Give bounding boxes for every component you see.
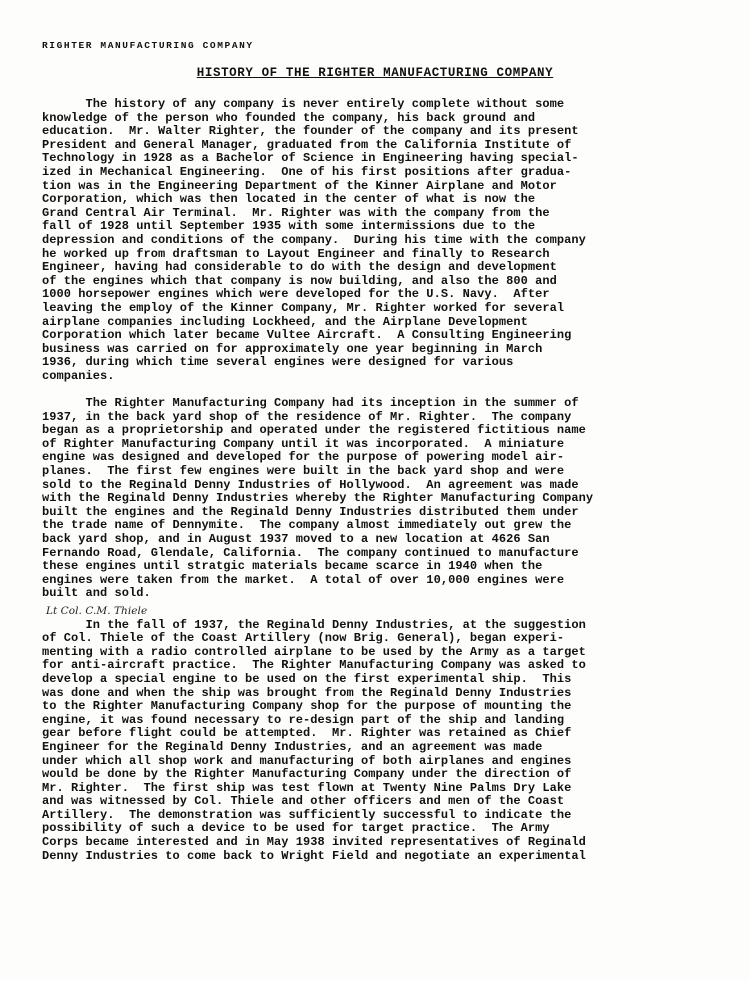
text-line: would be done by the Righter Manufacturing Company under the direction of <box>42 767 572 782</box>
text-line: leaving the employ of the Kinner Company, Mr. Righter worked for several <box>42 300 565 315</box>
text-line: he worked up from draftsman to Layout Engineer and finally to Research <box>42 246 550 261</box>
text-line: Grand Central Air Terminal. Mr. Righter was with the company from the <box>42 205 550 220</box>
text-line: menting with a radio controlled airplane to be used by the Army as a target <box>42 644 586 659</box>
text-line: built and sold. <box>42 586 151 601</box>
paragraph-2 <box>42 397 732 601</box>
paragraph-3 <box>42 619 732 864</box>
text-line: develop a special engine to be used on the first experimental ship. This <box>42 671 572 686</box>
text-line: of Col. Thiele of the Coast Artillery (now Brig. General), began experi- <box>42 631 565 646</box>
text-line: companies. <box>42 368 115 383</box>
text-line: The history of any company is never entirely complete without some <box>42 97 565 111</box>
text-line: back yard shop, and in August 1937 moved to a new location at 4626 San <box>42 532 550 546</box>
handwritten-annotation: Lt Col. C.M. Thiele <box>46 604 148 617</box>
text-line: Denny Industries to come back to Wright Field and negotiate an experimental <box>42 848 586 863</box>
text-line: airplane companies including Lockheed, and the Airplane Development <box>42 314 528 329</box>
text-line: of Righter Manufacturing Company until it was incorporated. A miniature <box>42 436 565 451</box>
text-line: for anti-aircraft practice. The Righter Manufacturing Company was asked to <box>42 658 586 673</box>
text-line: engines were taken from the market. A total of over 10,000 engines were <box>42 572 565 587</box>
paragraph-1 <box>42 98 732 383</box>
document-body <box>42 98 732 863</box>
text-line: built the engines and the Reginald Denny Industries distributed them under <box>42 504 579 519</box>
text-line: began as a proprietorship and operated under the registered fictitious name <box>42 423 586 438</box>
paragraph-gap <box>42 383 732 397</box>
text-line: gear before flight could be attempted. Mr. Righter was retained as Chief <box>42 726 572 741</box>
text-line: Technology in 1928 as a Bachelor of Science in Engineering having special- <box>42 151 579 166</box>
text-line: depression and conditions of the company. During his time with the company <box>42 232 586 247</box>
text-line: knowledge of the person who founded the company, his back ground and <box>42 110 536 125</box>
text-line: 1936, during which time several engines were designed for various <box>42 355 514 370</box>
text-line: Fernando Road, Glendale, California. The company continued to manufacture <box>42 545 579 560</box>
text-line: the trade name of Dennymite. The company almost immediately out grew the <box>42 518 572 533</box>
text-line: fall of 1928 until September 1935 with some intermissions due to the <box>42 219 536 234</box>
text-line: Engineer for the Reginald Denny Industries, and an agreement was made <box>42 739 543 754</box>
text-line: Corporation which later became Vultee Aircraft. A Consulting Engineering <box>42 328 572 343</box>
text-line: engine, it was found necessary to re-design part of the ship and landing <box>42 712 565 727</box>
text-line: Corps became interested and in May 1938 invited representatives of Reginald <box>42 835 586 850</box>
text-line: President and General Manager, graduated from the California Institute of <box>42 137 572 152</box>
text-line: to the Righter Manufacturing Company shop for the purpose of mounting the <box>42 699 572 714</box>
text-line: tion was in the Engineering Department of the Kinner Airplane and Motor <box>42 178 557 193</box>
document-title: HISTORY OF THE RIGHTER MANUFACTURING COMPANY <box>196 66 554 80</box>
text-line: possibility of such a device to be used for target practice. The Army <box>42 821 550 836</box>
text-line: engine was designed and developed for the purpose of powering model air- <box>42 450 565 465</box>
text-line: 1937, in the back yard shop of the residence of Mr. Righter. The company <box>42 409 572 424</box>
letterhead: RIGHTER MANUFACTURING COMPANY <box>42 40 254 51</box>
text-line: The Righter Manufacturing Company had its inception in the summer of <box>42 396 579 411</box>
text-line: of the engines which that company is now building, and also the 800 and <box>42 273 557 288</box>
text-line: with the Reginald Denny Industries whereby the Righter Manufacturing Company <box>42 491 594 506</box>
text-line: and was witnessed by Col. Thiele and other officers and men of the Coast <box>42 794 565 809</box>
text-line: ized in Mechanical Engineering. One of his first positions after gradua- <box>42 164 572 179</box>
text-line: 1000 horsepower engines which were developed for the U.S. Navy. After <box>42 287 550 302</box>
text-line: Corporation, which was then located in the center of what is now the <box>42 192 536 207</box>
text-line: Mr. Righter. The first ship was test flown at Twenty Nine Palms Dry Lake <box>42 780 572 795</box>
text-line: under which all shop work and manufacturing of both airplanes and engines <box>42 753 572 768</box>
text-line: planes. The first few engines were built in the back yard shop and were <box>42 464 565 479</box>
text-line: In the fall of 1937, the Reginald Denny Industries, at the suggestion <box>42 617 586 632</box>
text-line: business was carried on for approximately one year beginning in March <box>42 341 543 356</box>
text-line: Artillery. The demonstration was sufficiently successful to indicate the <box>42 807 572 822</box>
text-line: these engines until stratgic materials became scarce in 1940 when the <box>42 559 543 574</box>
text-line: sold to the Reginald Denny Industries of Hollywood. An agreement was made <box>42 477 579 492</box>
text-line: Engineer, having had considerable to do with the design and development <box>42 260 557 275</box>
text-line: education. Mr. Walter Righter, the founder of the company and its present <box>42 124 579 139</box>
text-line: was done and when the ship was brought from the Reginald Denny Industries <box>42 685 572 700</box>
